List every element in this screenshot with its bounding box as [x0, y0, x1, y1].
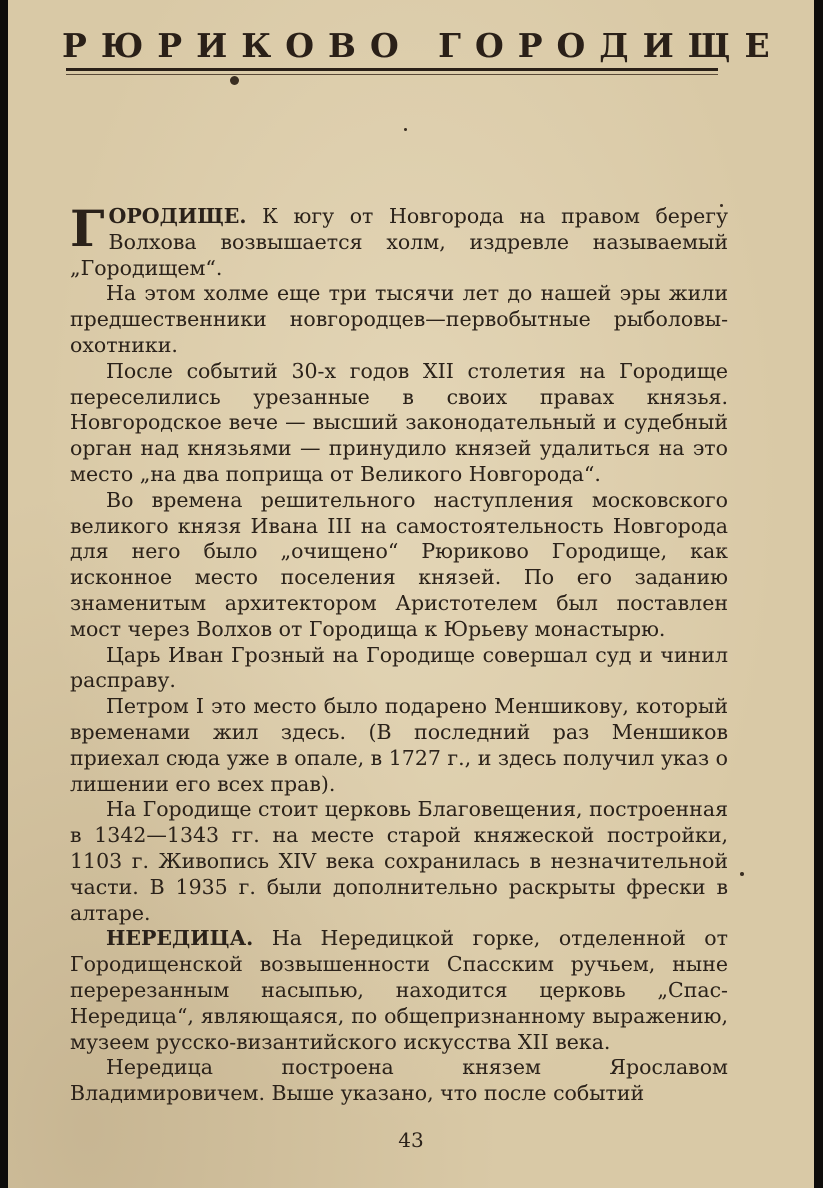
section-lead-nereditsa: НЕРЕДИЦА.: [106, 926, 254, 951]
book-page: [8, 0, 814, 1188]
paragraph: На Городище стоит церковь Благовещения, построенная в 1342—1343 гг. на месте старой княжеской постройки, 1103 г. Живопись XIV века сохранилась в незначительной части. В 1935 г. были дополнительно раскрыты фрески в алтаре.: [70, 797, 728, 925]
paragraph: После событий 30-х годов XII столетия на Городище переселились урезанные в своих правах князья. Новгородское вече — высший законодательный и судебный орган над князьями — принудило князей удалиться на это место „на два поприща от Великого Новгорода“.: [70, 358, 728, 486]
paragraph: Нередица построена князем Ярославом Владимировичем. Выше указано, что после событий: [70, 1055, 728, 1106]
ink-speck: [740, 872, 744, 876]
header-rule-secondary: [66, 74, 718, 75]
drop-cap: Г: [70, 199, 105, 258]
body-text: [70, 199, 728, 1107]
paragraph-nereditsa: [70, 926, 728, 1055]
header-rule: [66, 68, 718, 71]
section-lead-gorodishche: ОРОДИЩЕ.: [108, 204, 247, 228]
paragraph: На этом холме еще три тысячи лет до нашей эры жили предшественники новгородцев—первобытные рыболовы-охотники.: [70, 281, 728, 357]
paragraph: Петром I это место было подарено Меншикову, который временами жил здесь. (В последний раз Меншиков приехал сюда уже в опале, в 1727 г., и здесь получил указ о лишении его всех прав).: [70, 694, 728, 796]
ink-speck: [404, 128, 407, 131]
paragraph: Царь Иван Грозный на Городище совершал суд и чинил расправу.: [70, 642, 728, 693]
ink-speck: [230, 76, 239, 85]
paragraph-text: На Нередицкой горке, отделенной от Городищенской возвышенности Спасским ручьем, ныне перерезанным насыпью, находится церковь „Спас-Нередица“, являющаяся, по общепризнанному выражению, музеем русско-византийского искусства XII века.: [70, 926, 728, 1054]
paragraph-gorodishche: [70, 199, 728, 281]
paragraph-text: К югу от Новгорода на правом берегу Волхова возвышается холм, издревле называемый „Городищем“.: [70, 204, 728, 280]
page-number: 43: [398, 1128, 424, 1152]
running-title: РЮРИКОВО ГОРОДИЩЕ: [62, 26, 784, 65]
paragraph: Во времена решительного наступления московского великого князя Ивана III на самостоятельность Новгорода для него было „очищено“ Рюриково Городище, как исконное место поселения князей. По его заданию знаменитым архитектором Аристотелем был поставлен мост через Волхов от Городища к Юрьеву монастырю.: [70, 487, 728, 641]
